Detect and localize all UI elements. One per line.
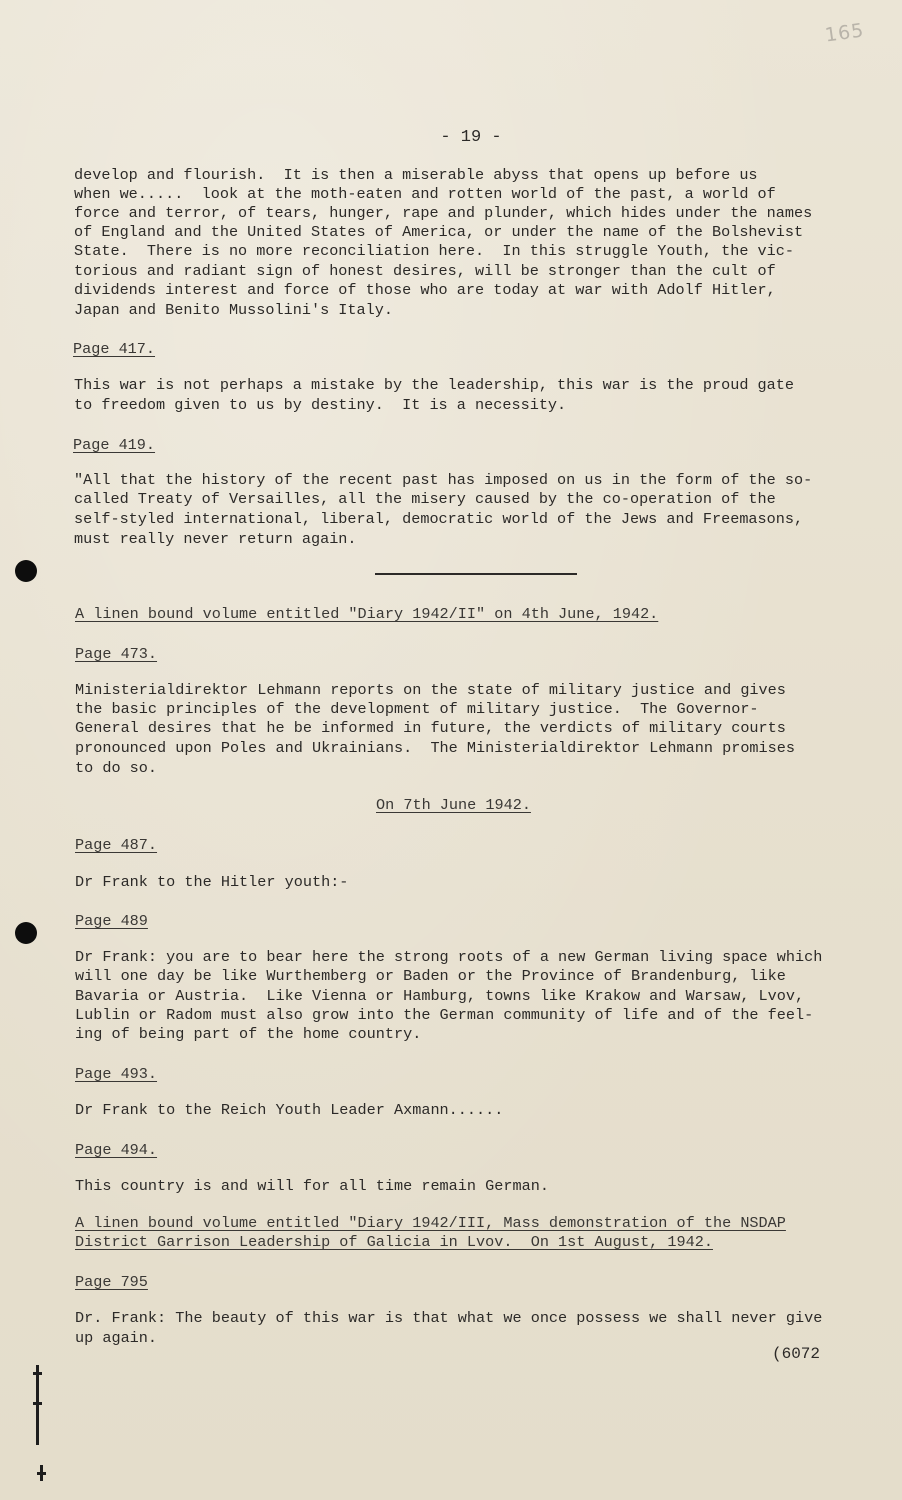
text-line: Bavaria or Austria. Like Vienna or Hamburg, towns like Krakow and Warsaw, Lvov, xyxy=(75,987,805,1005)
text-line: This war is not perhaps a mistake by the leadership, this war is the proud gate xyxy=(74,376,795,394)
text-line: the basic principles of the development of military justice. The Governor- xyxy=(75,700,759,718)
text-line: This country is and will for all time remain German. xyxy=(75,1177,549,1195)
text-line: dividends interest and force of those who are today at war with Adolf Hitler, xyxy=(74,281,776,299)
binding-mark xyxy=(33,1372,42,1375)
text-line: Lublin or Radom must also grow into the German community of life and of the feel- xyxy=(75,1006,814,1024)
section-separator xyxy=(375,573,577,575)
text-line: to do so. xyxy=(75,759,158,777)
punch-hole xyxy=(15,922,37,944)
text-line: force and terror, of tears, hunger, rape and plunder, which hides under the names xyxy=(74,204,813,222)
section-heading-page-473: Page 473. xyxy=(75,645,158,663)
text-line: Japan and Benito Mussolini's Italy. xyxy=(74,301,393,319)
binding-mark xyxy=(36,1365,39,1445)
section-heading-page-489: Page 489 xyxy=(75,912,148,930)
volume-heading: District Garrison Leadership of Galicia in Lvov. On 1st August, 1942. xyxy=(75,1233,713,1251)
archive-mark: 165 xyxy=(823,19,866,47)
text-line: must really never return again. xyxy=(74,530,357,548)
text-line: up again. xyxy=(75,1329,158,1347)
section-heading-page-417: Page 417. xyxy=(73,340,156,358)
text-line: will one day be like Wurthemberg or Baden or the Province of Brandenburg, like xyxy=(75,967,786,985)
text-line: Dr Frank to the Hitler youth:- xyxy=(75,873,349,891)
text-line: "All that the history of the recent past has imposed on us in the form of the so- xyxy=(74,471,813,489)
text-line: of England and the United States of America, or under the name of the Bolshevist xyxy=(74,223,804,241)
section-heading-page-494: Page 494. xyxy=(75,1141,158,1159)
binding-mark xyxy=(37,1472,46,1475)
text-line: General desires that he be informed in future, the verdicts of military courts xyxy=(75,719,786,737)
text-line: Dr. Frank: The beauty of this war is that what we once possess we shall never give xyxy=(75,1309,823,1327)
punch-hole xyxy=(15,560,37,582)
section-heading-page-487: Page 487. xyxy=(75,836,158,854)
section-heading-page-795: Page 795 xyxy=(75,1273,148,1291)
date-heading: On 7th June 1942. xyxy=(376,796,531,814)
text-line: to freedom given to us by destiny. It is a necessity. xyxy=(74,396,567,414)
text-line: called Treaty of Versailles, all the misery caused by the co-operation of the xyxy=(74,490,776,508)
text-line: self-styled international, liberal, democratic world of the Jews and Freemasons, xyxy=(74,510,804,528)
text-line: ing of being part of the home country. xyxy=(75,1025,422,1043)
text-line: Dr Frank to the Reich Youth Leader Axmann...... xyxy=(75,1101,504,1119)
volume-heading: A linen bound volume entitled "Diary 1942/III, Mass demonstration of the NSDAP xyxy=(75,1214,786,1232)
binding-mark xyxy=(33,1402,42,1405)
document-reference-number: (6072 xyxy=(772,1345,821,1363)
text-line: Dr Frank: you are to bear here the strong roots of a new German living space which xyxy=(75,948,823,966)
text-line: State. There is no more reconciliation here. In this struggle Youth, the vic- xyxy=(74,242,795,260)
section-heading-page-419: Page 419. xyxy=(73,436,156,454)
text-line: pronounced upon Poles and Ukrainians. The Ministerialdirektor Lehmann promises xyxy=(75,739,796,757)
page-number: - 19 - xyxy=(440,128,502,147)
text-line: torious and radiant sign of honest desires, will be stronger than the cult of xyxy=(74,262,776,280)
text-line: Ministerialdirektor Lehmann reports on the state of military justice and gives xyxy=(75,681,786,699)
text-line: when we..... look at the moth-eaten and rotten world of the past, a world of xyxy=(74,185,776,203)
section-heading-page-493: Page 493. xyxy=(75,1065,158,1083)
volume-heading: A linen bound volume entitled "Diary 1942/II" on 4th June, 1942. xyxy=(75,605,659,623)
text-line: develop and flourish. It is then a miserable abyss that opens up before us xyxy=(74,166,758,184)
